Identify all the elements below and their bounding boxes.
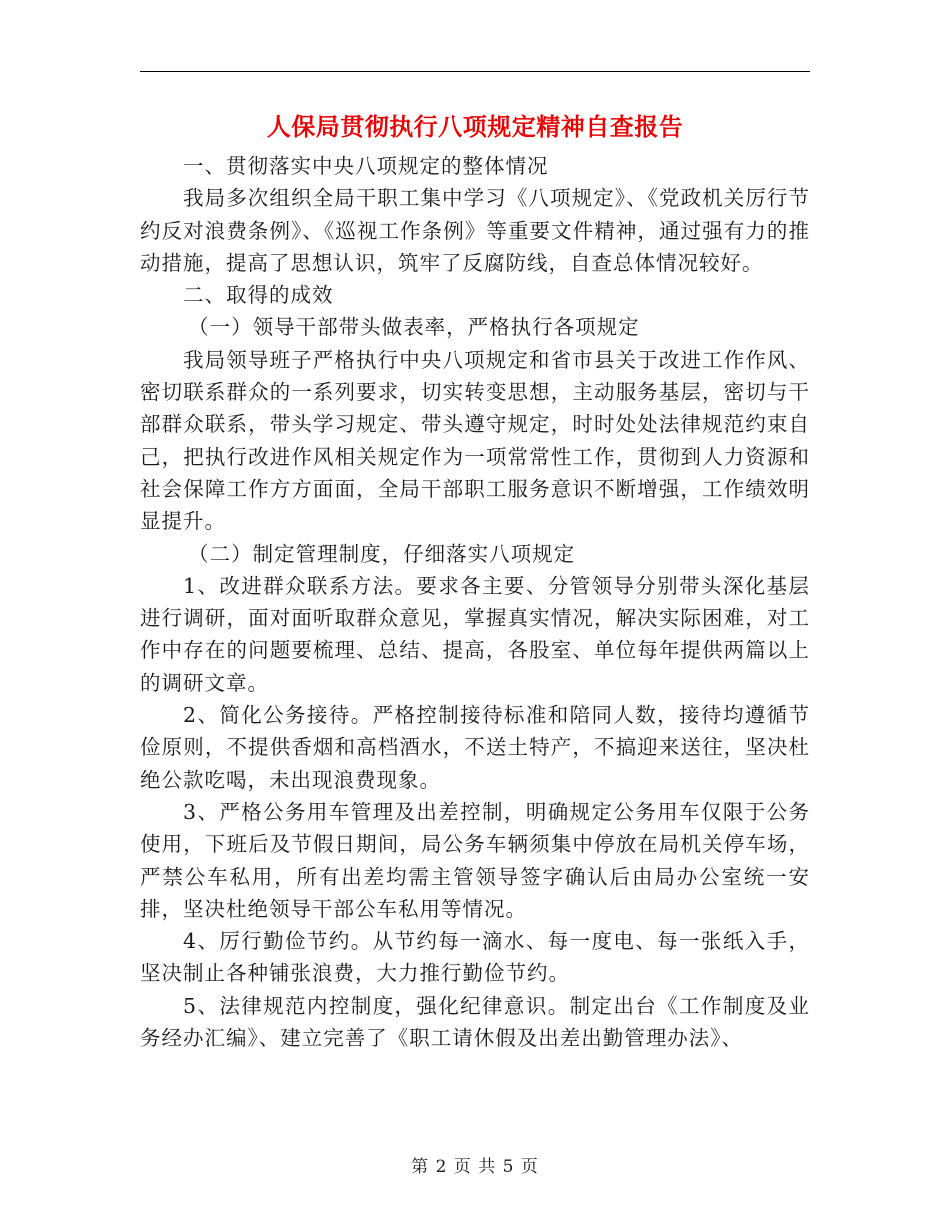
subsection-heading-1: （一）领导干部带头做表率，严格执行各项规定	[188, 315, 640, 340]
body-paragraph: 4、厉行勤俭节约。从节约每一滴水、每一度电、每一张纸入手，坚决制止各种铺张浪费，大力推行勤俭节约。	[140, 929, 810, 986]
document-body	[140, 150, 810, 1054]
section-heading-2: 二、取得的成效	[183, 283, 334, 308]
footer-prefix: 第	[411, 1157, 430, 1177]
header-rule	[140, 71, 810, 72]
document-title: 人保局贯彻执行八项规定精神自查报告	[266, 112, 684, 141]
section-heading-1: 一、贯彻落实中央八项规定的整体情况	[183, 154, 549, 178]
page-footer	[0, 1152, 950, 1177]
body-paragraph: 1、改进群众联系方法。要求各主要、分管领导分别带头深化基层进行调研，面对面听取群众意见，掌握真实情况，解决实际困难，对工作中存在的问题要梳理、总结、提高，各股室、单位每年提供两篇以上的调研文章。	[140, 573, 810, 695]
current-page-number: 2	[435, 1157, 448, 1177]
body-paragraph: 2、简化公务接待。严格控制接待标准和陪同人数，接待均遵循节俭原则，不提供香烟和高档酒水，不送土特产，不搞迎来送往，坚决杜绝公款吃喝，未出现浪费现象。	[140, 703, 810, 792]
body-paragraph: 5、法律规范内控制度，强化纪律意识。制定出台《工作制度及业务经办汇编》、建立完善了《职工请休假及出差出勤管理办法》、	[140, 993, 810, 1051]
body-paragraph: 我局多次组织全局干职工集中学习《八项规定》、《党政机关厉行节约反对浪费条例》、《巡视工作条例》等重要文件精神，通过强有力的推动措施，提高了思想认识，筑牢了反腐防线，自查总体情况较好。	[140, 186, 810, 275]
footer-suffix: 页	[520, 1157, 539, 1177]
total-pages-number: 5	[502, 1157, 515, 1177]
subsection-heading-2: （二）制定管理制度，仔细落实八项规定	[188, 541, 576, 566]
body-paragraph: 3、严格公务用车管理及出差控制，明确规定公务用车仅限于公务使用，下班后及节假日期间，局公务车辆须集中停放在局机关停车场，严禁公车私用，所有出差均需主管领导签字确认后由局办公室统一安排，坚决杜绝领导干部公车私用等情况。	[140, 799, 810, 921]
footer-middle: 页 共	[453, 1157, 497, 1177]
body-paragraph: 我局领导班子严格执行中央八项规定和省市县关于改进工作作风、密切联系群众的一系列要求，切实转变思想，主动服务基层，密切与干部群众联系，带头学习规定、带头遵守规定，时时处处法律规范约束自己，把执行改进作风相关规定作为一项常常性工作，贯彻到人力资源和社会保障工作方方面面，全局干部职工服务意识不断增强，工作绩效明显提升。	[140, 347, 810, 534]
